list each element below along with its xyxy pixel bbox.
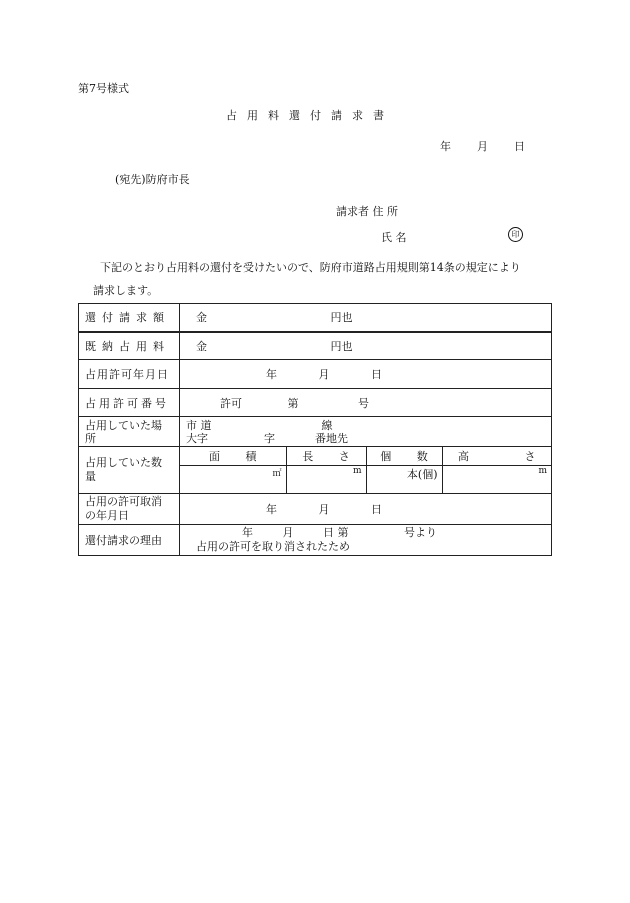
date-month: 月 (477, 140, 488, 153)
title-char: 用 (247, 109, 258, 122)
label-line2: 量 (85, 470, 96, 483)
count-header (366, 447, 442, 465)
cancel-date-value[interactable] (180, 494, 552, 525)
label-line1: 占用の許可取消 (85, 495, 162, 508)
day-text: 日 (371, 503, 382, 516)
reason-text: 占用の許可を取り消されたため (196, 540, 350, 553)
count-unit: 本(個) (366, 465, 442, 493)
address-suffix: 番地先 (315, 431, 348, 445)
day-text: 日 第 (323, 526, 349, 539)
month-text: 月 (282, 526, 294, 539)
body-text-line1: 下記のとおり占用料の還付を受けたいので、防府市道路占用規則第14条の規定により (100, 261, 521, 274)
title-char: 求 (352, 109, 363, 122)
reason-value[interactable] (180, 525, 552, 556)
table-row (79, 332, 552, 360)
label-line2: の年月日 (85, 509, 129, 522)
title-char: 請 (331, 109, 342, 122)
paid-fee-label (79, 332, 180, 360)
table-row (180, 465, 551, 493)
title-char: 料 (268, 109, 279, 122)
table-row (79, 525, 552, 556)
refund-amount-value[interactable] (180, 304, 552, 332)
label-text: 還付請求額 (85, 311, 170, 325)
aza-text: 大字 (186, 431, 208, 445)
refund-amount-label (79, 304, 180, 332)
header-text: 面 積 (209, 449, 257, 463)
header-text: 長 さ (302, 449, 350, 463)
date-day: 日 (514, 140, 525, 153)
title-char: 付 (310, 109, 321, 122)
table-row (79, 389, 552, 417)
height-unit: m (442, 465, 551, 493)
addressee: (宛先)防府市長 (115, 173, 190, 186)
number-suffix: 号 (358, 396, 369, 410)
requester-address-label: 請求者 住 所 (336, 205, 398, 218)
table-row (79, 417, 552, 447)
quantity-label (79, 447, 180, 494)
number-suffix: 号より (404, 526, 437, 539)
title-char: 占 (226, 109, 237, 122)
suffix-text: 円也 (330, 311, 353, 325)
label-text: 占用許可年月日 (85, 368, 169, 381)
month-text: 月 (318, 503, 330, 516)
body-text-line2: 請求します。 (93, 284, 159, 297)
label-text: 既納占用料 (85, 339, 170, 353)
year-text: 年 (242, 526, 253, 539)
location-value[interactable] (180, 417, 552, 447)
location-label (79, 417, 180, 447)
cancel-date-label (79, 494, 180, 525)
road-line-text: 線 (321, 418, 333, 432)
table-row (79, 447, 552, 494)
requester-name-label: 氏 名 (381, 231, 407, 244)
area-unit: ㎡ (180, 465, 286, 493)
month-text: 月 (318, 368, 330, 381)
header-text: 高 さ (458, 449, 536, 463)
label-line1: 占用していた数 (85, 456, 162, 469)
permit-number-label (79, 389, 180, 417)
date-year: 年 (440, 140, 451, 153)
refund-form-table (78, 303, 552, 556)
seal-mark: 印 (508, 227, 523, 242)
permit-number-value[interactable] (180, 389, 552, 417)
number-prefix: 第 (287, 396, 299, 410)
label-text: 還付請求の理由 (85, 534, 162, 547)
permit-text: 許可 (220, 396, 242, 410)
title-char: 書 (373, 109, 384, 122)
title-char: 還 (289, 109, 300, 122)
document-title (226, 107, 394, 123)
label-line1: 占用していた場 (85, 418, 162, 432)
suffix-text: 円也 (330, 339, 353, 353)
year-text: 年 (266, 503, 277, 516)
height-header (442, 447, 551, 465)
day-text: 日 (371, 368, 382, 381)
quantity-value[interactable] (180, 447, 552, 494)
length-unit: m (286, 465, 366, 493)
table-row (79, 494, 552, 525)
prefix-text: 金 (196, 339, 207, 353)
table-row (79, 360, 552, 389)
paid-fee-value[interactable] (180, 332, 552, 360)
permit-date-value[interactable] (180, 360, 552, 389)
label-text: 占用許可番号 (85, 396, 169, 410)
quantity-subtable (180, 447, 551, 493)
submission-date (440, 138, 525, 154)
aza-sub-text: 字 (264, 431, 275, 445)
road-text: 市 道 (186, 418, 212, 432)
permit-date-label (79, 360, 180, 389)
area-header (180, 447, 286, 465)
table-row (180, 447, 551, 465)
prefix-text: 金 (196, 311, 207, 325)
year-text: 年 (266, 368, 277, 381)
header-text: 個 数 (380, 449, 428, 463)
form-number: 第7号様式 (78, 82, 129, 95)
reason-label (79, 525, 180, 556)
length-header (286, 447, 366, 465)
table-row (79, 304, 552, 332)
label-line2: 所 (85, 431, 96, 445)
